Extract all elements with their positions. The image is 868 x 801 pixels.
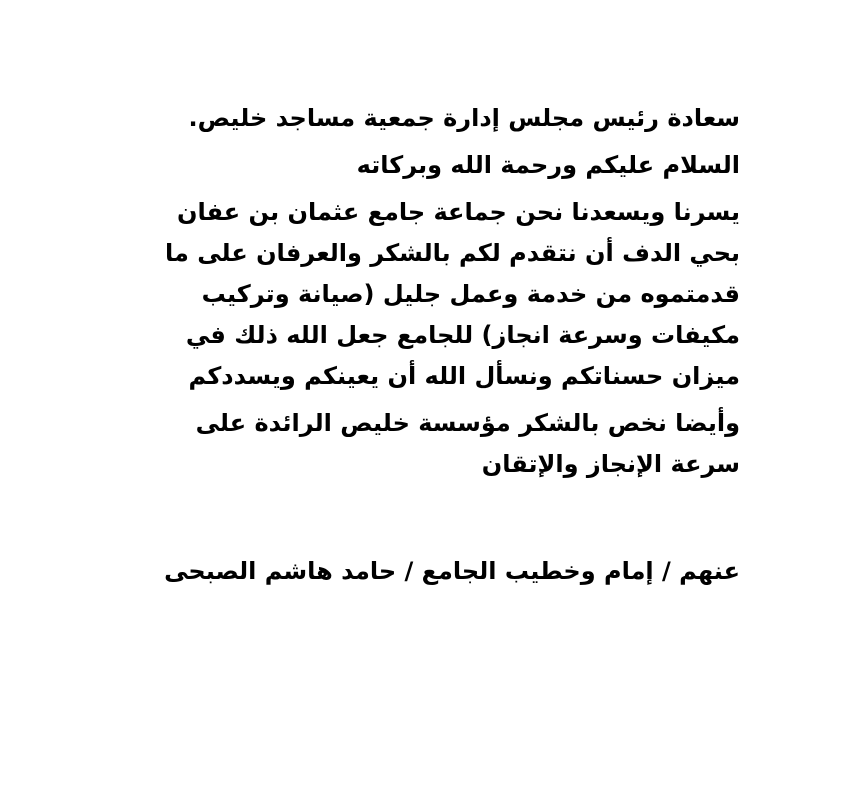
signature: عنهم / إمام وخطيب الجامع / حامد هاشم الصبحى: [164, 557, 740, 585]
greeting: السلام عليكم ورحمة الله وبركاته: [356, 151, 740, 179]
thank-you-letter: [140, 98, 740, 598]
thanks-paragraph: وأيضا نخص بالشكر مؤسسة خليص الرائدة على سرعة الإنجاز والإتقان: [195, 409, 740, 478]
body-paragraph: يسرنا ويسعدنا نحن جماعة جامع عثمان بن عفان بحي الدف أن نتقدم لكم بالشكر والعرفان على ما قدمتموه من خدمة وعمل جليل (صيانة وتركيب مكيفات وسرعة انجاز) للجامع جعل الله ذلك في ميزان حسناتكم ونسأل الله أن يعينكم ويسددكم: [165, 198, 740, 390]
salutation: سعادة رئيس مجلس إدارة جمعية مساجد خليص.: [188, 104, 740, 132]
